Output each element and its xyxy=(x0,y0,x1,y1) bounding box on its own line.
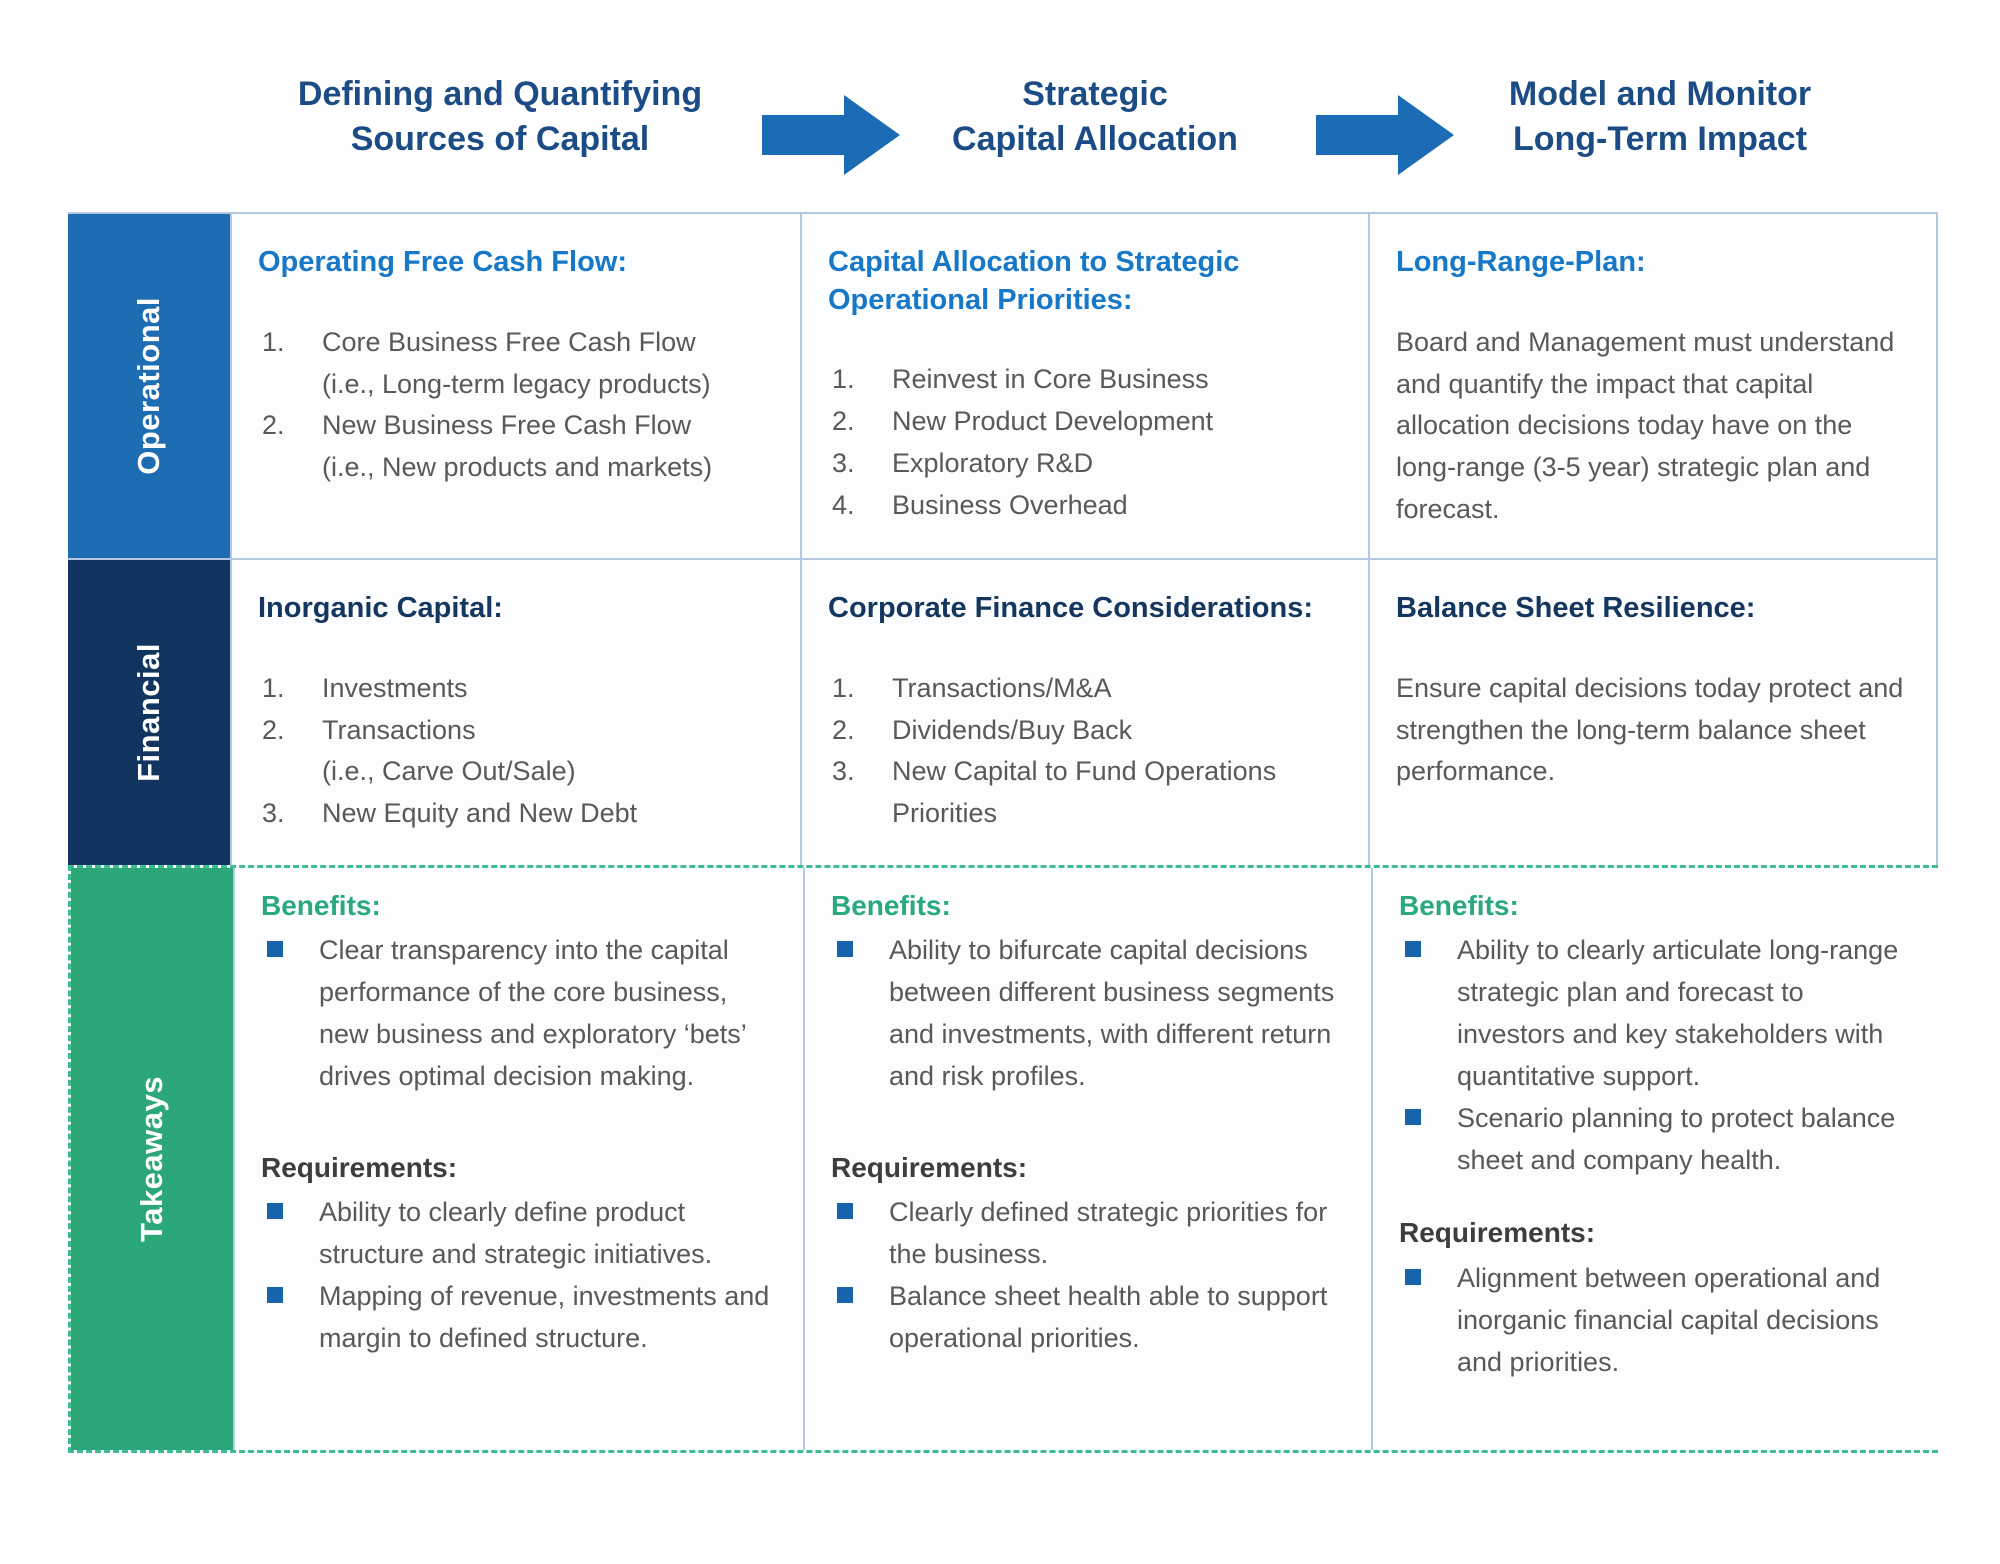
bullet-list xyxy=(1399,1258,1908,1384)
requirements-block xyxy=(1399,1215,1908,1383)
list-item: Clearly defined strategic priorities for the business. xyxy=(831,1192,1341,1276)
list-item: New Capital to Fund Operations Priorities xyxy=(892,756,1277,829)
bullet-list xyxy=(831,930,1341,1097)
row-financial xyxy=(68,558,1938,865)
list-item: New Equity and New Debt xyxy=(322,798,638,829)
list-item: Transactions/M&A xyxy=(892,672,1112,703)
list-item-note: (i.e., Carve Out/Sale) xyxy=(322,756,576,787)
flow-step-sources-of-capital xyxy=(250,72,750,162)
list-item: Clear transparency into the capital performance of the core business, new business and exploratory ‘bets’ drives optimal decision making. xyxy=(261,930,773,1097)
bullet-list xyxy=(261,1192,773,1359)
list-item: Transactions (i.e., Carve Out/Sale) xyxy=(258,710,770,794)
row-takeaways xyxy=(68,865,1938,1453)
list-item: Core Business Free Cash Flow (i.e., Long-term legacy products) xyxy=(258,322,770,406)
flow-step-model-and-monitor xyxy=(1440,72,1880,162)
bullet-list xyxy=(261,930,773,1097)
list-item-note: (i.e., Long-term legacy products) xyxy=(322,368,711,399)
flow-step-line: Capital Allocation xyxy=(952,119,1238,158)
flow-step-line: Long-Term Impact xyxy=(1512,119,1808,158)
cell-takeaways-sources xyxy=(233,868,803,1450)
numbered-list xyxy=(258,322,770,489)
cell-title: Operating Free Cash Flow: xyxy=(258,246,627,278)
list-item-note: (i.e., New products and markets) xyxy=(322,452,713,483)
list-item: Reinvest in Core Business xyxy=(892,364,1209,395)
cell-title: Corporate Finance Considerations: xyxy=(828,592,1314,624)
cell-long-range-plan xyxy=(1368,214,1938,558)
flow-step-line: Defining and Quantifying xyxy=(297,75,703,113)
list-item: Exploratory R&D xyxy=(892,448,1094,479)
list-item: Investments xyxy=(322,672,468,703)
framework-matrix xyxy=(68,212,1938,1453)
list-item: Ability to clearly define product structure and strategic initiatives. xyxy=(261,1192,773,1276)
cell-capital-allocation-priorities xyxy=(800,214,1368,558)
cell-takeaways-allocation xyxy=(803,868,1371,1450)
row-label-text: Financial xyxy=(131,643,166,782)
right-arrow-icon xyxy=(1316,93,1456,177)
benefits-title: Benefits: xyxy=(1399,890,1519,921)
cell-paragraph: Ensure capital decisions today protect and strengthen the long-term balance sheet performance. xyxy=(1396,672,1904,787)
cell-title: Inorganic Capital: xyxy=(258,592,503,624)
list-item: Ability to clearly articulate long-range strategic plan and forecast to investors and key stakeholders with quantitative support. xyxy=(1399,930,1908,1097)
list-item: Dividends/Buy Back xyxy=(892,714,1133,745)
right-arrow-icon xyxy=(762,93,902,177)
numbered-list xyxy=(828,668,1338,835)
list-item: Balance sheet health able to support operational priorities. xyxy=(831,1276,1341,1360)
cell-corporate-finance-considerations xyxy=(800,560,1368,865)
list-item: Ability to bifurcate capital decisions between different business segments and investments, with different return and risk profiles. xyxy=(831,930,1341,1097)
cell-takeaways-monitor xyxy=(1371,868,1938,1450)
cell-title: Capital Allocation to Strategic Operational Priorities: xyxy=(828,246,1240,316)
requirements-title: Requirements: xyxy=(831,1151,1028,1183)
cell-balance-sheet-resilience xyxy=(1368,560,1938,865)
benefits-title: Benefits: xyxy=(261,890,381,921)
row-label-financial xyxy=(68,560,230,865)
row-label-text: Takeaways xyxy=(134,1076,169,1242)
benefits-title: Benefits: xyxy=(831,890,951,921)
list-item: Alignment between operational and inorganic financial capital decisions and priorities. xyxy=(1399,1258,1908,1384)
flow-step-line: Strategic xyxy=(1022,75,1168,113)
requirements-title: Requirements: xyxy=(261,1151,458,1183)
list-item: New Product Development xyxy=(892,406,1214,437)
flow-step-line: Model and Monitor xyxy=(1508,75,1812,113)
cell-inorganic-capital xyxy=(230,560,800,865)
list-item: Business Overhead xyxy=(892,489,1128,520)
list-item: Mapping of revenue, investments and margin to defined structure. xyxy=(261,1276,773,1360)
flow-step-line: Sources of Capital xyxy=(350,119,650,158)
numbered-list xyxy=(258,668,770,835)
row-label-takeaways xyxy=(71,868,233,1450)
cell-operating-free-cash-flow xyxy=(230,214,800,558)
bullet-list xyxy=(1399,930,1908,1181)
cell-title: Long-Range-Plan: xyxy=(1396,246,1646,278)
row-operational xyxy=(68,212,1938,558)
numbered-list xyxy=(828,359,1338,526)
cell-paragraph: Board and Management must understand and quantify the impact that capital allocation decisions today have on the long-range (3-5 year) strategic plan and forecast. xyxy=(1396,326,1895,525)
flow-step-strategic-capital-allocation xyxy=(905,72,1285,162)
list-item: Scenario planning to protect balance sheet and company health. xyxy=(1399,1098,1908,1182)
row-label-text: Operational xyxy=(131,297,166,475)
bullet-list xyxy=(831,1192,1341,1359)
requirements-block xyxy=(261,1150,773,1360)
cell-title: Balance Sheet Resilience: xyxy=(1396,592,1756,624)
row-label-operational xyxy=(68,214,230,558)
list-item: New Business Free Cash Flow (i.e., New products and markets) xyxy=(258,405,770,489)
requirements-title: Requirements: xyxy=(1399,1217,1596,1249)
requirements-block xyxy=(831,1150,1341,1360)
